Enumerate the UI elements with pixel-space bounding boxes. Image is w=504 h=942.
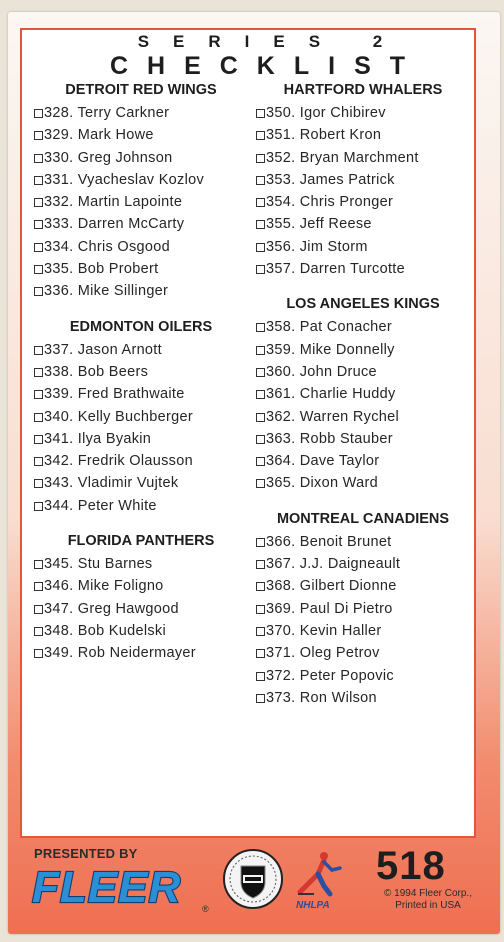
player-entry: 342. Fredrik Olausson xyxy=(44,453,193,470)
checklist-item xyxy=(34,598,264,620)
player-entry: 347. Greg Hawgood xyxy=(44,600,179,617)
player-entry: 362. Warren Rychel xyxy=(266,408,399,425)
checkbox-icon xyxy=(256,605,265,614)
player-entry: 369. Paul Di Pietro xyxy=(266,600,393,617)
checkbox-icon xyxy=(256,538,265,547)
checkbox-icon xyxy=(256,265,265,274)
checklist-item xyxy=(256,236,486,258)
checkbox-icon xyxy=(256,390,265,399)
checkbox-icon xyxy=(34,220,43,229)
checklist-item xyxy=(34,575,264,597)
player-entry: 329. Mark Howe xyxy=(44,127,154,144)
player-entry: 371. Oleg Petrov xyxy=(266,645,380,662)
checkbox-icon xyxy=(256,435,265,444)
checkbox-icon xyxy=(34,265,43,274)
checkbox-icon xyxy=(256,672,265,681)
checkbox-icon xyxy=(34,131,43,140)
section-spacer xyxy=(256,280,486,294)
checkbox-icon xyxy=(256,649,265,658)
checkbox-icon xyxy=(34,176,43,185)
checklist-item xyxy=(256,361,486,383)
player-entry: 355. Jeff Reese xyxy=(266,216,372,233)
checklist-item xyxy=(256,553,486,575)
checklist-item xyxy=(256,124,486,146)
checklist-item xyxy=(34,383,264,405)
player-entry: 372. Peter Popovic xyxy=(266,667,394,684)
checklist-item xyxy=(256,191,486,213)
registered-mark: ® xyxy=(202,904,209,914)
checkbox-icon xyxy=(256,176,265,185)
checkbox-icon xyxy=(34,287,43,296)
checkbox-icon xyxy=(34,502,43,511)
player-entry: 363. Robb Stauber xyxy=(266,430,393,447)
checklist-item xyxy=(34,147,264,169)
checkbox-icon xyxy=(256,694,265,703)
checklist-item xyxy=(256,450,486,472)
checkbox-icon xyxy=(34,390,43,399)
checklist-item xyxy=(256,316,486,338)
checkbox-icon xyxy=(34,243,43,252)
checklist-item xyxy=(34,102,264,124)
checkbox-icon xyxy=(34,435,43,444)
checklist-item xyxy=(256,575,486,597)
player-entry: 352. Bryan Marchment xyxy=(266,149,419,166)
right-column xyxy=(256,80,486,709)
card-number: 518 xyxy=(376,844,446,888)
checklist-item xyxy=(256,383,486,405)
series-heading: SERIES 2 xyxy=(137,32,407,51)
checkbox-icon xyxy=(34,457,43,466)
section-spacer xyxy=(256,495,486,509)
checklist-item xyxy=(256,169,486,191)
player-entry: 368. Gilbert Dionne xyxy=(266,578,397,595)
checkbox-icon xyxy=(34,109,43,118)
fleer-logo-text: FLEER xyxy=(32,863,182,910)
team-heading: EDMONTON OILERS xyxy=(69,318,213,335)
checkbox-icon xyxy=(256,109,265,118)
checklist-item xyxy=(256,428,486,450)
player-entry: 354. Chris Pronger xyxy=(266,194,394,211)
checkbox-icon xyxy=(256,323,265,332)
player-entry: 364. Dave Taylor xyxy=(266,453,380,470)
checklist-item xyxy=(256,213,486,235)
player-entry: 358. Pat Conacher xyxy=(266,319,393,336)
checklist-item xyxy=(34,124,264,146)
checkbox-icon xyxy=(256,154,265,163)
player-entry: 367. J.J. Daigneault xyxy=(266,556,401,573)
checklist-item xyxy=(34,213,264,235)
checklist-item xyxy=(256,598,486,620)
checklist-item xyxy=(34,258,264,280)
presented-by-label: PRESENTED BY xyxy=(34,846,138,861)
checklist-item xyxy=(256,687,486,709)
player-entry: 331. Vyacheslav Kozlov xyxy=(44,171,205,188)
player-entry: 350. Igor Chibirev xyxy=(266,105,386,121)
checklist-item xyxy=(256,472,486,494)
player-entry: 346. Mike Foligno xyxy=(44,578,164,595)
checkbox-icon xyxy=(34,649,43,658)
checklist-item xyxy=(256,258,486,280)
team-heading: HARTFORD WHALERS xyxy=(283,82,443,98)
checklist-item xyxy=(34,236,264,258)
checkbox-icon xyxy=(34,582,43,591)
player-entry: 353. James Patrick xyxy=(266,171,395,188)
checkbox-icon xyxy=(34,154,43,163)
player-entry: 370. Kevin Haller xyxy=(266,622,382,639)
checkbox-icon xyxy=(256,346,265,355)
checklist-item xyxy=(34,406,264,428)
checklist-item xyxy=(256,102,486,124)
checkbox-icon xyxy=(34,627,43,636)
team-heading: MONTREAL CANADIENS xyxy=(276,510,450,527)
checkbox-icon xyxy=(34,346,43,355)
player-entry: 349. Rob Neidermayer xyxy=(44,645,196,662)
checklist-item xyxy=(34,280,264,302)
fleer-logo xyxy=(28,862,210,910)
checkbox-icon xyxy=(256,368,265,377)
player-entry: 357. Darren Turcotte xyxy=(266,261,405,278)
checkbox-icon xyxy=(256,479,265,488)
checklist-item xyxy=(256,665,486,687)
player-entry: 348. Bob Kudelski xyxy=(44,622,166,639)
player-entry: 341. Ilya Byakin xyxy=(44,430,152,447)
copyright-line-2: Printed in USA xyxy=(395,900,461,911)
checklist-item xyxy=(34,361,264,383)
player-entry: 343. Vladimir Vujtek xyxy=(44,475,179,492)
copyright-notice xyxy=(378,888,478,912)
checklist-item xyxy=(256,642,486,664)
player-entry: 359. Mike Donnelly xyxy=(266,341,395,358)
checkbox-icon xyxy=(34,479,43,488)
checkbox-icon xyxy=(256,457,265,466)
section-spacer xyxy=(34,517,264,531)
player-entry: 365. Dixon Ward xyxy=(266,475,378,492)
checklist-item xyxy=(34,620,264,642)
checkbox-icon xyxy=(34,560,43,569)
checklist-item xyxy=(34,472,264,494)
checklist-item xyxy=(34,428,264,450)
checkbox-icon xyxy=(256,560,265,569)
team-heading: FLORIDA PANTHERS xyxy=(67,533,215,550)
player-entry: 338. Bob Beers xyxy=(44,363,149,380)
player-entry: 340. Kelly Buchberger xyxy=(44,408,193,425)
player-entry: 360. John Druce xyxy=(266,363,377,380)
checklist-item xyxy=(34,642,264,664)
checklist-item xyxy=(34,169,264,191)
checkbox-icon xyxy=(256,220,265,229)
checklist-item xyxy=(34,553,264,575)
nhlpa-player-icon xyxy=(294,848,346,910)
player-entry: 344. Peter White xyxy=(44,497,157,514)
checkbox-icon xyxy=(256,413,265,422)
player-entry: 328. Terry Carkner xyxy=(44,105,170,121)
player-entry: 345. Stu Barnes xyxy=(44,556,153,573)
checklist-item xyxy=(256,620,486,642)
checkbox-icon xyxy=(34,368,43,377)
section-spacer xyxy=(34,303,264,317)
checklist-item xyxy=(34,191,264,213)
player-entry: 373. Ron Wilson xyxy=(266,689,377,706)
nhl-shield-icon xyxy=(222,848,284,910)
player-entry: 337. Jason Arnott xyxy=(44,341,162,358)
player-entry: 330. Greg Johnson xyxy=(44,149,173,166)
player-entry: 334. Chris Osgood xyxy=(44,238,170,255)
player-entry: 335. Bob Probert xyxy=(44,261,159,278)
checkbox-icon xyxy=(34,605,43,614)
checklist-item xyxy=(256,531,486,553)
player-entry: 356. Jim Storm xyxy=(266,238,368,255)
player-entry: 361. Charlie Huddy xyxy=(266,386,396,403)
checkbox-icon xyxy=(256,627,265,636)
player-entry: 336. Mike Sillinger xyxy=(44,283,169,300)
checkbox-icon xyxy=(34,198,43,207)
player-entry: 351. Robert Kron xyxy=(266,127,382,144)
checkbox-icon xyxy=(256,243,265,252)
checklist-item xyxy=(256,339,486,361)
checklist-item xyxy=(34,495,264,517)
checklist-item xyxy=(256,147,486,169)
team-heading: LOS ANGELES KINGS xyxy=(286,296,440,313)
player-entry: 332. Martin Lapointe xyxy=(44,194,183,211)
checklist-item xyxy=(34,339,264,361)
team-heading: DETROIT RED WINGS xyxy=(65,82,217,98)
checklist-item xyxy=(256,406,486,428)
checkbox-icon xyxy=(256,198,265,207)
player-entry: 339. Fred Brathwaite xyxy=(44,386,185,403)
checkbox-icon xyxy=(256,131,265,140)
checklist-item xyxy=(34,450,264,472)
checkbox-icon xyxy=(256,582,265,591)
checkbox-icon xyxy=(34,413,43,422)
player-entry: 366. Benoit Brunet xyxy=(266,533,392,550)
player-entry: 333. Darren McCarty xyxy=(44,216,185,233)
checklist-heading: CHECKLIST xyxy=(109,52,425,80)
copyright-line-1: © 1994 Fleer Corp., xyxy=(384,888,472,899)
nhlpa-label: NHLPA xyxy=(296,900,330,910)
left-column xyxy=(34,80,264,665)
